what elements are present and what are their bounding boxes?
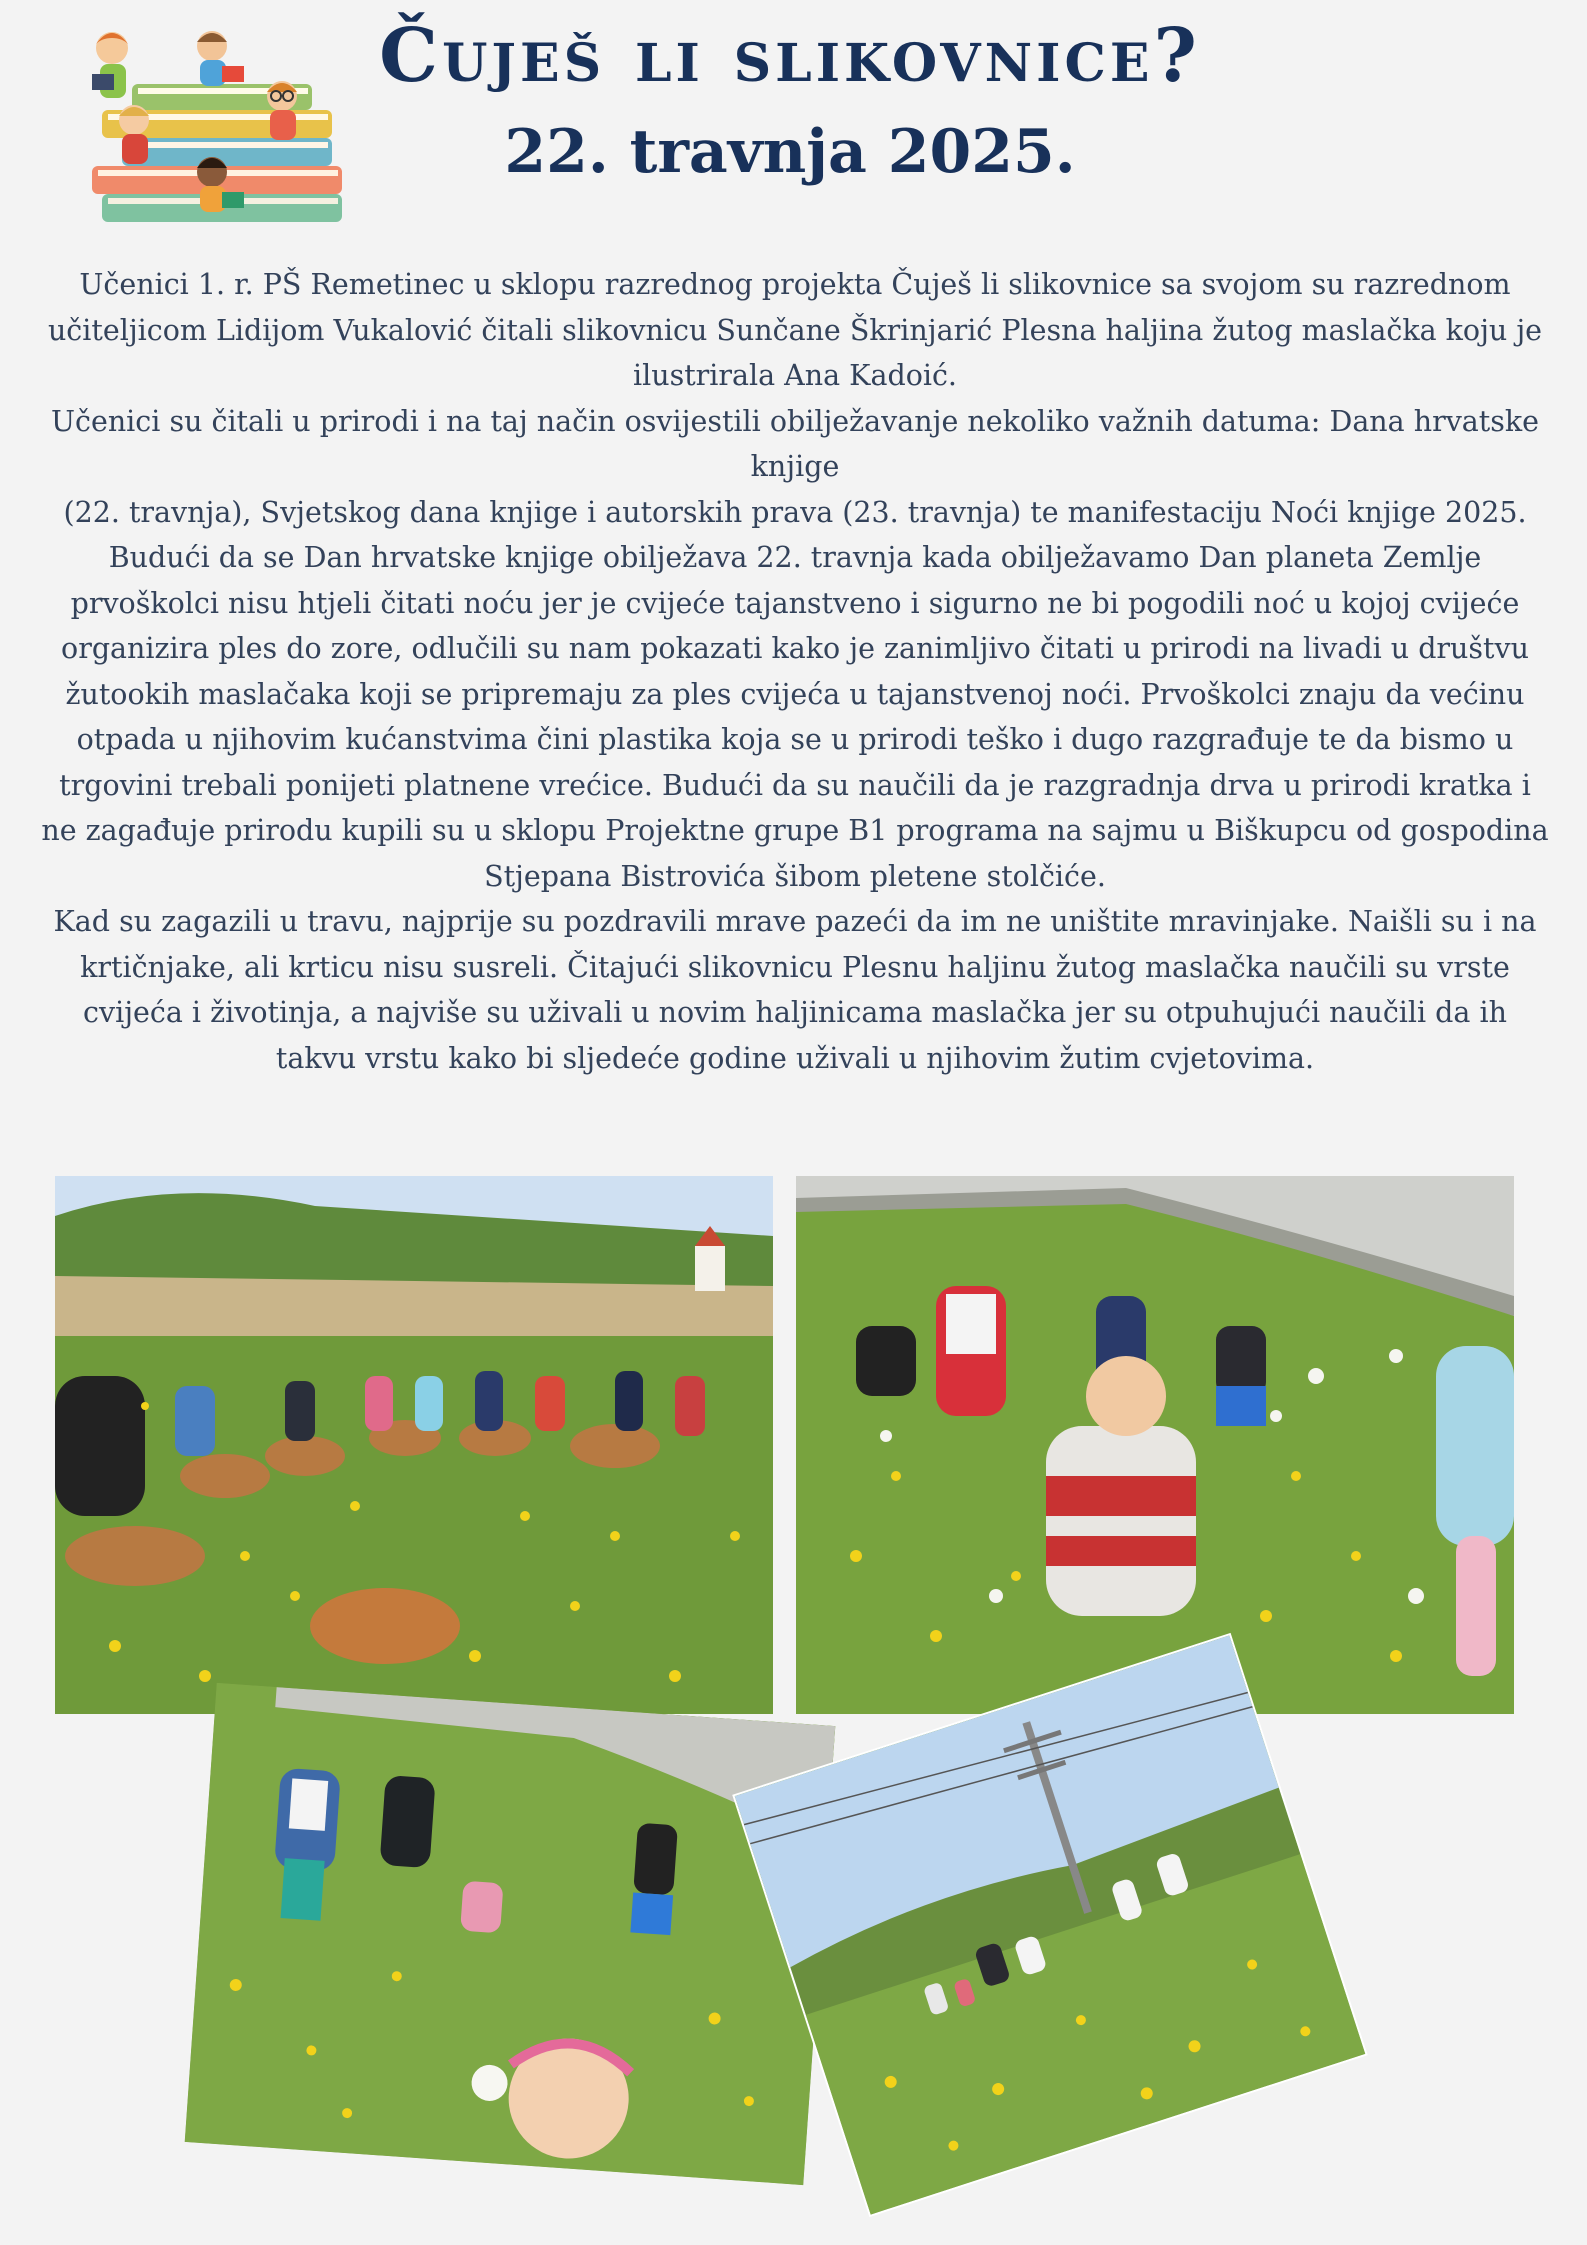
article-paragraph: Učenici 1. r. PŠ Remetinec u sklopu razrednog projekta Čuješ li slikovnice sa svojom su razrednom učiteljicom Lidijom Vukalović čitali slikovnicu Sunčane Škrinjarić Plesna haljina žutog maslačka koju je ilustrirala Ana Kadoić.	[47, 268, 1543, 392]
article-paragraph: Kad su zagazili u travu, najprije su pozdravili mrave pazeći da im ne uništite mravinjake. Naišli su i na krtičnjake, ali krticu nisu susreli. Čitajući slikovnicu Plesnu haljinu žutog maslačka naučili su vrste cvijeća i životinja, a najviše su uživali u novim haljinicama maslačka jer su otpuhujući naučili da ih takvu vrstu kako bi sljedeće godine uživali u njihovim žutim cvjetovima.	[53, 905, 1537, 1075]
article-paragraph: Učenici su čitali u prirodi i na taj način osvijestili obilježavanje nekoliko važnih datuma: Dana hrvatske knjige	[50, 404, 1539, 483]
photo-kids-running-by-road	[796, 1176, 1514, 1714]
article-body	[40, 262, 1550, 1081]
page-title: Čuješ li slikovnice?	[379, 13, 1201, 99]
photo-kids-on-wicker-chairs	[55, 1176, 773, 1714]
article-paragraph: Budući da se Dan hrvatske knjige obilježava 22. travnja kada obilježavamo Dan planeta Zemlje prvoškolci nisu htjeli čitati noću jer je cvijeće tajanstveno i sigurno ne bi pogodili noć u kojoj cvijeće organizira ples do zore, odlučili su nam pokazati kako je zanimljivo čitati u prirodi na livadi u društvu žutookih maslačaka koji se pripremaju za ples cvijeća u tajanstvenoj noći. Prvoškolci znaju da većinu otpada u njihovim kućanstvima čini plastika koja se u prirodi teško i dugo razgrađuje te da bismo u trgovini trebali ponijeti platnene vrećice. Budući da su naučili da je razgradnja drva u prirodi kratka i ne zagađuje prirodu kupili su u sklopu Projektne grupe B1 programa na sajmu u Biškupcu od gospodina Stjepana Bistrovića šibom pletene stolčiće.	[41, 541, 1549, 893]
photo-girl-blowing-dandelion	[185, 1683, 836, 2185]
article-paragraph: (22. travnja), Svjetskog dana knjige i autorskih prava (23. travnja) te manifestaciju Noći knjige 2025.	[63, 495, 1527, 529]
event-date: 22. travnja 2025.	[504, 117, 1076, 187]
kids-on-books-logo-icon	[62, 16, 382, 244]
photo-kids-under-power-pole	[735, 1635, 1366, 2214]
